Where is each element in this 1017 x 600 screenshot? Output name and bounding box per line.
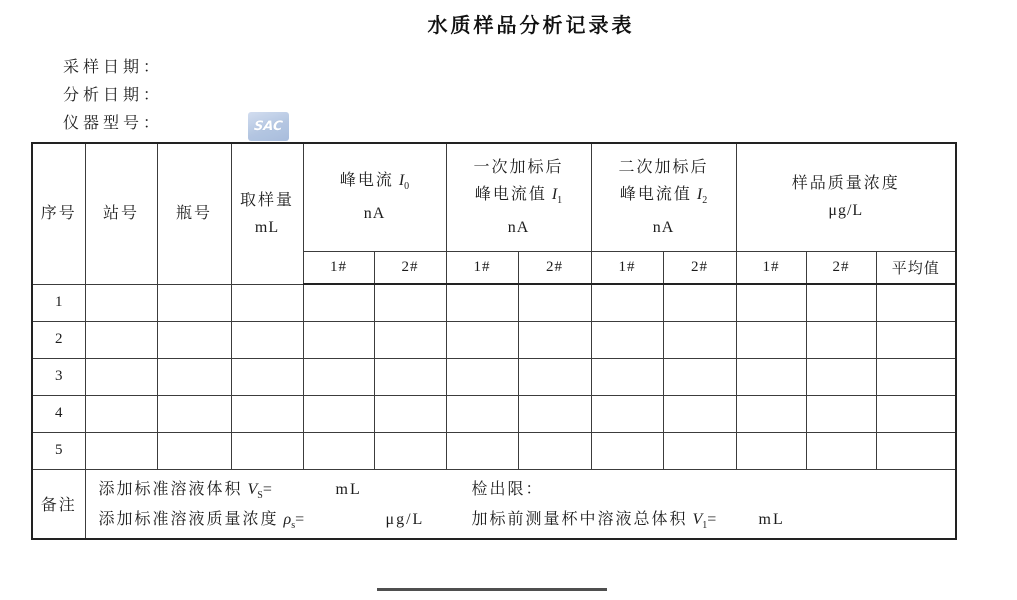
data-cell: [157, 358, 231, 395]
header-i1-unit: nA: [507, 218, 530, 236]
data-cell: [85, 395, 157, 432]
remarks-total-volume-unit: mL: [758, 510, 785, 528]
subheader-i0-2: 2#: [374, 251, 446, 284]
data-cell: [591, 321, 663, 358]
instrument-model-label: 仪器型号：: [63, 115, 164, 132]
header-i1-line2: 峰电流值 $I_1$: [474, 185, 563, 206]
analysis-date-label: 分析日期：: [63, 87, 164, 104]
data-cell: [446, 358, 518, 395]
data-cell: [231, 395, 303, 432]
data-cell: [303, 284, 374, 321]
header-station: 站号: [85, 143, 157, 284]
data-cell: [806, 284, 876, 321]
data-cell: [231, 432, 303, 469]
data-cell: [736, 358, 806, 395]
data-cell: [806, 321, 876, 358]
data-cell: [518, 284, 591, 321]
data-cell: [374, 284, 446, 321]
data-cell: [374, 432, 446, 469]
subheader-average: 平均值: [876, 251, 956, 284]
header-sample-volume-unit: mL: [254, 218, 280, 236]
data-cell: [85, 432, 157, 469]
row-number: 3: [32, 358, 85, 395]
data-cell: [663, 284, 736, 321]
row-number: 2: [32, 321, 85, 358]
header-i2-line2: 峰电流值 $I_2$: [619, 185, 708, 206]
data-cell: [231, 284, 303, 321]
subheader-conc-1: 1#: [736, 251, 806, 284]
header-concentration-unit: μg/L: [828, 202, 864, 220]
remarks-label: 备注: [32, 469, 85, 539]
header-sample-volume: [231, 143, 303, 284]
header-i2-line1: 二次加标后: [618, 158, 709, 176]
data-cell: [518, 395, 591, 432]
subheader-conc-2: 2#: [806, 251, 876, 284]
data-cell: [446, 432, 518, 469]
row-number: 4: [32, 395, 85, 432]
table-row-3: [32, 358, 956, 395]
header-concentration-label: 样品质量浓度: [791, 175, 900, 193]
data-cell: [736, 321, 806, 358]
header-row-groups: [32, 143, 956, 251]
table-row-2: [32, 321, 956, 358]
header-seq: 序号: [32, 143, 85, 284]
data-cell: [303, 432, 374, 469]
data-cell: [876, 284, 956, 321]
data-cell: [157, 395, 231, 432]
data-cell: [876, 432, 956, 469]
header-bottle: 瓶号: [157, 143, 231, 284]
record-table: [31, 142, 957, 540]
sac-watermark-text: SAC: [253, 119, 284, 134]
data-cell: [374, 358, 446, 395]
table-row-4: [32, 395, 956, 432]
data-cell: [374, 395, 446, 432]
data-cell: [806, 432, 876, 469]
header-i1-line1: 一次加标后: [473, 158, 564, 176]
header-i2-unit: nA: [652, 218, 675, 236]
sampling-date-label: 采样日期：: [63, 59, 164, 76]
data-cell: [157, 432, 231, 469]
data-cell: [806, 358, 876, 395]
header-first-addition-i1: [446, 143, 591, 251]
subheader-i2-2: 2#: [663, 251, 736, 284]
data-cell: [374, 321, 446, 358]
data-cell: [663, 432, 736, 469]
remarks-total-volume: 加标前测量杯中溶液总体积 $V_1=$: [471, 510, 717, 531]
remarks-std-concentration: 添加标准溶液质量浓度 $\rho_s=$: [98, 510, 305, 531]
data-cell: [446, 395, 518, 432]
data-cell: [806, 395, 876, 432]
data-cell: [591, 358, 663, 395]
data-cell: [303, 321, 374, 358]
remarks-std-volume: 添加标准溶液体积 $V_S=$: [98, 480, 272, 501]
header-peak-current-i0: [303, 143, 446, 251]
data-cell: [876, 395, 956, 432]
table-row-5: [32, 432, 956, 469]
data-cell: [876, 358, 956, 395]
data-cell: [85, 358, 157, 395]
remarks-std-concentration-unit: μg/L: [385, 510, 425, 528]
data-cell: [85, 284, 157, 321]
meta-block: [63, 54, 163, 138]
data-cell: [591, 432, 663, 469]
data-cell: [303, 358, 374, 395]
data-cell: [736, 284, 806, 321]
data-cell: [663, 395, 736, 432]
data-cell: [591, 284, 663, 321]
subheader-i1-2: 2#: [518, 251, 591, 284]
data-cell: [663, 358, 736, 395]
row-number: 5: [32, 432, 85, 469]
header-second-addition-i2: [591, 143, 736, 251]
page-footer-divider: [377, 588, 607, 591]
header-sample-volume-label: 取样量: [239, 191, 294, 209]
data-cell: [85, 321, 157, 358]
header-i0-unit: nA: [363, 205, 386, 223]
data-cell: [157, 284, 231, 321]
data-cell: [303, 395, 374, 432]
remarks-body: [85, 469, 956, 539]
data-cell: [736, 432, 806, 469]
header-i0-line1: 峰电流 $I_0$: [339, 172, 410, 193]
data-cell: [518, 358, 591, 395]
data-cell: [518, 321, 591, 358]
page-title: 水质样品分析记录表: [427, 13, 635, 37]
data-cell: [518, 432, 591, 469]
remarks-std-volume-unit: mL: [335, 480, 362, 498]
subheader-i2-1: 1#: [591, 251, 663, 284]
page-title-wrap: [45, 9, 1017, 38]
subheader-i1-1: 1#: [446, 251, 518, 284]
data-cell: [876, 321, 956, 358]
data-cell: [231, 321, 303, 358]
table-row-1: [32, 284, 956, 321]
data-cell: [157, 321, 231, 358]
data-cell: [736, 395, 806, 432]
data-cell: [446, 284, 518, 321]
header-concentration: [736, 143, 956, 251]
row-number: 1: [32, 284, 85, 321]
data-cell: [231, 358, 303, 395]
data-cell: [446, 321, 518, 358]
subheader-i0-1: 1#: [303, 251, 374, 284]
data-cell: [591, 395, 663, 432]
remarks-detection-limit: 检出限：: [471, 480, 544, 498]
sac-watermark-logo: [248, 112, 289, 141]
data-cell: [663, 321, 736, 358]
remarks-row: [32, 469, 956, 539]
